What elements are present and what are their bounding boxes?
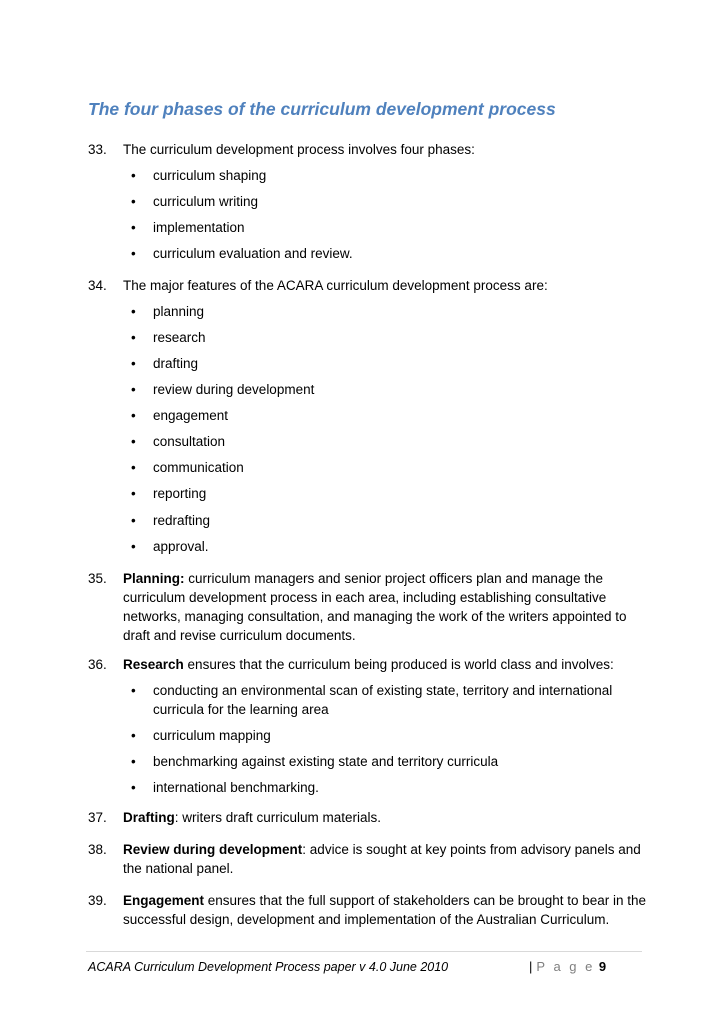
bullet-icon: • — [131, 434, 136, 449]
list-item: • benchmarking against existing state and territory curricula — [131, 754, 499, 769]
bullet-icon: • — [131, 246, 136, 261]
bullet-icon: • — [131, 194, 136, 209]
bullet-icon: • — [131, 539, 136, 554]
list-item: • conducting an environmental scan of existing state, territory and international curricula for the learning area — [131, 683, 613, 717]
list-item: • planning — [131, 304, 205, 319]
bullet-icon: • — [131, 728, 136, 743]
section-heading: The four phases of the curriculum development process — [88, 99, 556, 119]
term-bold: Drafting — [123, 810, 175, 825]
paragraph-number: 37. — [88, 810, 107, 825]
list-item: • redrafting — [131, 513, 211, 528]
paragraph-37 — [88, 808, 648, 827]
bullet-icon: • — [131, 460, 136, 475]
bullet-icon: • — [131, 220, 136, 235]
list-item: • international benchmarking. — [131, 780, 319, 795]
footer-divider — [86, 951, 642, 952]
paragraph-text: The major features of the ACARA curriculum development process are: — [123, 278, 548, 293]
paragraph-number: 35. — [88, 571, 107, 586]
page-number: 9 — [598, 959, 607, 974]
bullet-icon: • — [131, 780, 136, 795]
paragraph-number: 33. — [88, 142, 107, 157]
bullet-icon: • — [131, 382, 136, 397]
paragraph-34 — [88, 276, 648, 295]
term-bold: Engagement — [123, 893, 205, 908]
bullet-icon: • — [131, 168, 136, 183]
bullet-icon: • — [131, 513, 136, 528]
paragraph-number: 36. — [88, 657, 107, 672]
paragraph-text: Review during development: advice is sought at key points from advisory panels and the national panel. — [123, 842, 641, 876]
list-item: • communication — [131, 460, 244, 475]
paragraph-text: Research ensures that the curriculum being produced is world class and involves: — [123, 657, 614, 672]
bullet-icon: • — [131, 754, 136, 769]
paragraph-35 — [88, 569, 648, 645]
paragraph-text: Engagement ensures that the full support of stakeholders can be brought to bear in the successful design, development and implementation of the Australian Curriculum. — [123, 893, 647, 927]
list-item: • curriculum evaluation and review. — [131, 246, 353, 261]
list-item: • consultation — [131, 434, 226, 449]
term-bold: Review during development — [123, 842, 303, 857]
paragraph-39 — [88, 891, 648, 929]
paragraph-38 — [88, 840, 648, 878]
term-bold: Research — [123, 657, 184, 672]
list-item: • review during development — [131, 382, 315, 397]
footer-document-title: ACARA Curriculum Development Process paper v 4.0 June 2010 — [88, 960, 449, 974]
list-item: • engagement — [131, 408, 229, 423]
bullet-icon: • — [131, 408, 136, 423]
footer-page-indicator — [529, 959, 606, 974]
paragraph-text: Drafting: writers draft curriculum materials. — [123, 810, 382, 825]
list-item: • research — [131, 330, 206, 345]
list-item: • curriculum writing — [131, 194, 259, 209]
bullet-icon: • — [131, 330, 136, 345]
page-label: P a g e — [536, 959, 595, 974]
paragraph-33 — [88, 140, 648, 159]
paragraph-number: 39. — [88, 893, 107, 908]
paragraph-number: 38. — [88, 842, 107, 857]
list-item: • curriculum mapping — [131, 728, 271, 743]
paragraph-number: 34. — [88, 278, 107, 293]
list-item: • reporting — [131, 486, 207, 501]
list-item: • drafting — [131, 356, 199, 371]
paragraph-text: Planning: curriculum managers and senior project officers plan and manage the curriculum development process in each area, including establishing consultative networks, managing consultation, and managing the work of the writers appointed to draft and revise curriculum documents. — [123, 571, 627, 643]
bullet-icon: • — [131, 486, 136, 501]
bullet-icon: • — [131, 683, 136, 698]
paragraph-text: The curriculum development process involves four phases: — [123, 142, 475, 157]
list-item: • approval. — [131, 539, 209, 554]
bullet-icon: • — [131, 356, 136, 371]
bullet-icon: • — [131, 304, 136, 319]
footer-separator: | — [529, 959, 533, 974]
list-item: • curriculum shaping — [131, 168, 267, 183]
paragraph-36 — [88, 655, 648, 674]
list-item: • implementation — [131, 220, 245, 235]
term-bold: Planning: — [123, 571, 185, 586]
